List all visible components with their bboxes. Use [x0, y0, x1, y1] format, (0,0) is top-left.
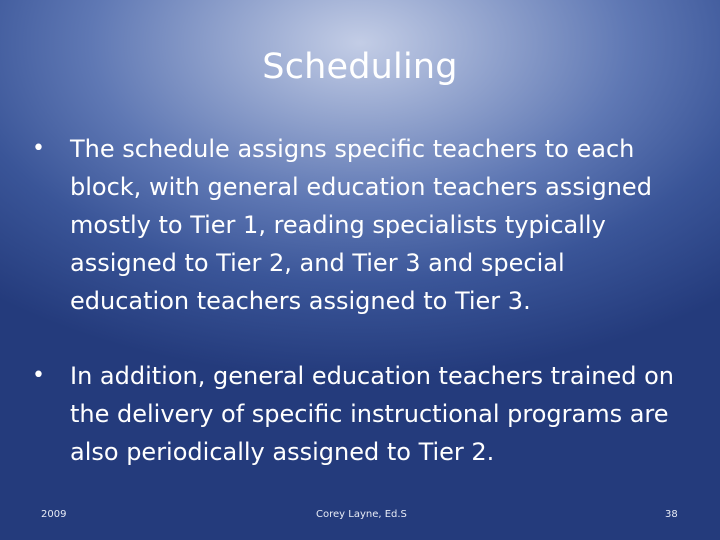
bullet-marker: •: [32, 363, 45, 388]
bullet-list: [30, 130, 690, 471]
bullet-marker: •: [32, 136, 45, 161]
footer-date: 2009: [41, 509, 67, 520]
footer-author: Corey Layne, Ed.S: [316, 509, 407, 520]
bullet-item: [30, 130, 690, 320]
slide-title: Scheduling: [262, 47, 458, 87]
bullet-item: [30, 357, 690, 471]
footer-page-number: 38: [665, 509, 678, 520]
bullet-text: The schedule assigns specific teachers to each block, with general education teachers assigned mostly to Tier 1, reading specialists typically assigned to Tier 2, and Tier 3 and special education teachers assigned to Tier 3.: [70, 135, 652, 315]
bullet-text: In addition, general education teachers trained on the delivery of specific instructional programs are also periodically assigned to Tier 2.: [70, 362, 674, 466]
